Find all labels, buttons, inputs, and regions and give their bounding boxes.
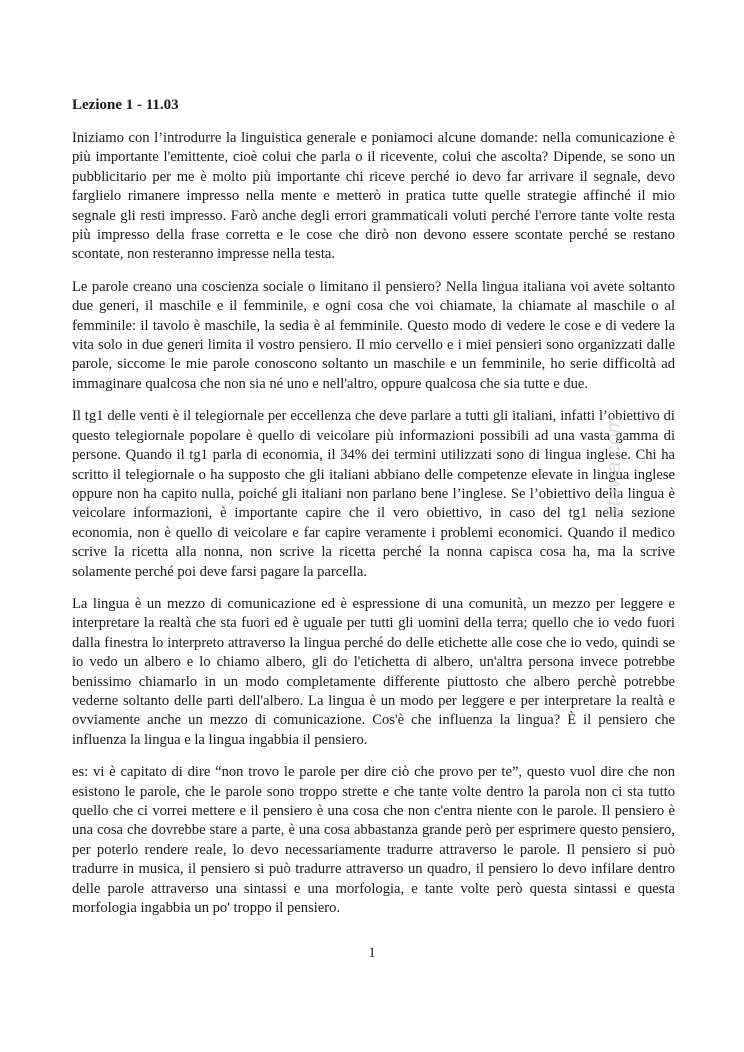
paragraph-language: La lingua è un mezzo di comunicazione ed è espressione di una comunità, un mezzo per leggere e interpretare la realtà che sta fuori ed è uguale per tutti gli uomini della terra; quello che io vedo fuori dalla finestra lo interpreto attraverso la lingua perché do delle etichette alle cose che io vedo, quindi se io vedo un albero e lo chiamo albero, gli do l'etichetta di albero, un'altra persona invece potrebbe benissimo chiamarlo in un modo completamente differente piuttosto che albero perchè potrebbe vederne soltanto delle parti dell'albero. La lingua è un modo per leggere e per interpretare la realtà e ovviamente anche un mezzo di comunicazione. Cos'è che influenza la lingua? È il pensiero che influenza la lingua e la lingua ingabbia il pensiero. <box>72 595 675 748</box>
paragraph-gender: Le parole creano una coscienza sociale o limitano il pensiero? Nella lingua italiana voi avete soltanto due generi, il maschile e il femminile, e ogni cosa che voi chiamate, la chiamate al maschile o al femminile: il tavolo è maschile, la sedia è al femminile. Questo modo di vedere le cose e di vedere la vita solo in due generi limita il vostro pensiero. Il mio cervello e i miei pensieri sono organizzati dalle parole, siccome le mie parole conoscono soltanto un maschile e un femminile, ho serie difficoltà ad immaginare qualcosa che non sia né uno e nell'altro, oppure qualcosa che sia tutte e due. <box>72 278 675 392</box>
lesson-title: Lezione 1 - 11.03 <box>72 97 179 113</box>
page-number: 1 <box>368 945 376 961</box>
paragraph-intro: Iniziamo con l’introdurre la linguistica generale e poniamoci alcune domande: nella comunicazione è più importante l'emittente, cioè colui che parla o il ricevente, colui che ascolta? Dipende, se sono un pubblicitario per me è molto più importante chi riceve perché io devo far arrivare il segnale, devo farglielo rimanere impresso nella mente e metterò in pratica tutte quelle strategie affinché il mio segnale gli resti impresso. Farò anche degli errori grammaticali voluti perché l'errore tante volte resta più impresso della frase corretta e le cose che dirò non devono essere scontate perché se restano scontate, non resteranno impresse nella testa. <box>72 130 675 263</box>
paragraph-example: es: vi è capitato di dire “non trovo le parole per dire ciò che provo per te”, questo vuol dire che non esistono le parole, che le parole sono troppo strette e che tante volte dentro la parola non ci sta tutto quello che ci vorrei mettere e il pensiero è una cosa che non c'entra niente con le parole. Il pensiero è una cosa che dovrebbe stare a parte, è una cosa abbastanza grande però per esprimere questo pensiero, per poterlo rendere reale, lo devo necessariamente tradurre attraverso le parole. Il pensiero si può tradurre in musica, il pensiero si può tradurre attraverso un quadro, il pensiero lo devo infilare dentro delle parole attraverso una sintassi e una morfologia, e tante volte però questa sintassi e questa morfologia ingabbia un po' troppo il pensiero. <box>72 764 675 917</box>
paragraph-tg1: Il tg1 delle venti è il telegiornale per eccellenza che deve parlare a tutti gli italiani, infatti l’obiettivo di questo telegiornale popolare è quello di veicolare più informazioni possibili ad una vasta gamma di persone. Quando il tg1 parla di economia, il 34% dei termini utilizzati sono di lingua inglese. Chi ha scritto il telegiornale o ha supposto che gli italiani abbiano delle competenze elevate in lingua inglese oppure non ha capito nulla, poiché gli italiani non parlano bene l’inglese. Se l’obiettivo della lingua è veicolare informazioni, è importante capire che il vero obiettivo, in caso del tg1 nella sezione economia, non è quello di veicolare e far capire veramente i problemi economici. Quando il medico scrive la ricetta alla nonna, non scrive la ricetta perché la nonna capisca cosa ha, ma la scrive solamente perché poi deve farsi pagare la parcella. <box>72 408 675 580</box>
watermark: Stuvia.com <box>603 416 625 520</box>
document-page <box>72 96 675 931</box>
